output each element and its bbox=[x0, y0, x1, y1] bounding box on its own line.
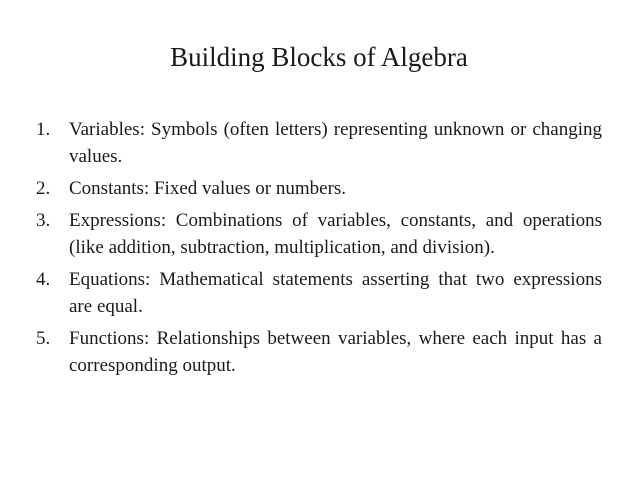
list-item-text: Equations: Mathematical statements asserting that two expressions are equal. bbox=[69, 269, 602, 317]
list-item-text: Expressions: Combinations of variables, constants, and operations (like addition, subtraction, multiplication, and division). bbox=[69, 210, 602, 258]
list-item-expressions bbox=[36, 207, 602, 261]
numbered-list bbox=[36, 116, 602, 384]
list-item-number: 3. bbox=[36, 210, 51, 231]
list-item-number: 2. bbox=[36, 178, 51, 199]
list-item-text: Constants: Fixed values or numbers. bbox=[69, 178, 347, 199]
list-item-functions bbox=[36, 325, 602, 379]
list-item-text: Functions: Relationships between variables, where each input has a corresponding output. bbox=[69, 328, 602, 376]
list-item-variables bbox=[36, 116, 602, 170]
list-item-equations bbox=[36, 266, 602, 320]
list-item-number: 1. bbox=[36, 119, 51, 140]
list-item-number: 5. bbox=[36, 328, 51, 349]
slide-title: Building Blocks of Algebra bbox=[170, 42, 468, 72]
list-item-text: Variables: Symbols (often letters) representing unknown or changing values. bbox=[69, 119, 602, 167]
list-item-constants bbox=[36, 175, 602, 202]
list-item-number: 4. bbox=[36, 269, 51, 290]
